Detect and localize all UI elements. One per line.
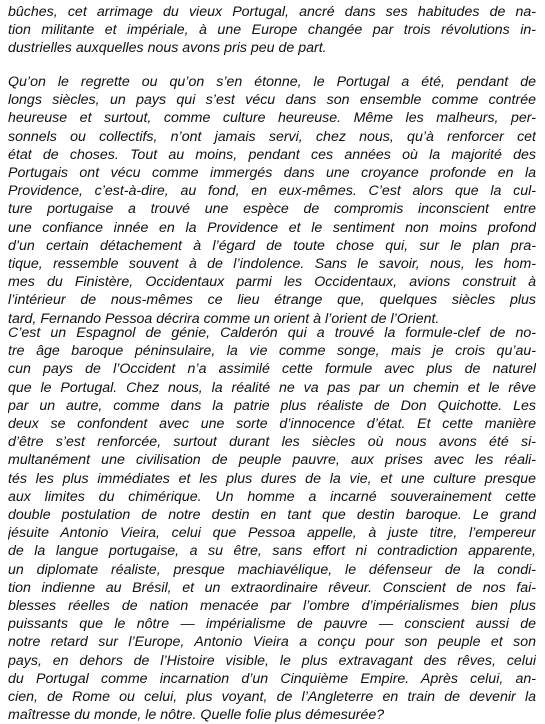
text-line: tion militante et impériale, à une Europe changée par trois révolutions in- — [8, 22, 536, 39]
text-line: pays, en dehors de l’Histoire visible, le plus extravagant des rêves, celui — [8, 652, 536, 669]
text-line: double postulation de notre destin en tant que destin baroque. Le grand — [8, 507, 536, 524]
text-line: d’être s’est renforcée, surtout durant les siècles où nous avons été si- — [8, 434, 536, 451]
text-line: deux se confondent avec une sorte d’innocence d’état. Et cette manière — [8, 416, 536, 433]
text-line: ture portugaise a trouvé une espèce de compromis inconscient entre — [8, 201, 536, 218]
text-line: cun pays de l’Occident n’a assimilé cette formule avec plus de naturel — [8, 361, 536, 378]
text-line: notre retard sur l’Europe, Antonio Vieira a conçu pour son peuple et son — [8, 634, 536, 651]
text-line: dustrielles auxquelles nous avons pris peu de part. — [8, 40, 327, 57]
paragraph-3 — [0, 324, 545, 724]
text-line: d’un certain détachement à l’égard de toute chose qui, sur le plan pra- — [8, 237, 536, 254]
text-line: heureuse et surtout, comme culture heureuse. Même les malheurs, per- — [8, 110, 536, 127]
text-line: de la langue portugaise, a su être, sans effort ni contradiction apparente, — [8, 543, 536, 560]
text-line: tre âge baroque péninsulaire, la vie comme songe, mais je crois qu’au- — [8, 343, 536, 360]
paragraph-1 — [0, 3, 545, 58]
text-line: cien, de Rome ou celui, plus voyant, de l’Angleterre en train de devenir la — [8, 689, 536, 706]
text-line: tés les plus immédiates et les plus dures de la vie, et une culture presque — [8, 470, 536, 487]
text-line: un diplomate réaliste, presque machiavélique, le défenseur de la condi- — [8, 561, 536, 578]
text-line: l’intérieur de nous-mêmes ce lieu étrange que, quelques siècles plus — [8, 292, 536, 309]
text-line: multanément une civilisation de peuple pauvre, aux prises avec les réali- — [8, 452, 536, 469]
text-line: par un autre, comme dans la patrie plus réaliste de Don Quichotte. Les — [8, 397, 536, 414]
text-line: tion indienne au Brésil, et un extraordinaire rêveur. Conscient de nos fai- — [8, 579, 536, 596]
text-line: aux limites du chimérique. Un homme a incarné souverainement cette — [8, 488, 536, 505]
text-line: tique, ressemble souvent à de l’indolence. Sans le savoir, nous, les hom- — [8, 256, 536, 273]
text-line: puissants que le nôtre — impérialisme de pauvre — conscient aussi de — [8, 616, 536, 633]
text-line: Providence, c’est-à-dire, au fond, en eux-mêmes. C’est alors que la cul- — [8, 183, 536, 200]
text-line: Portugais ont vécu comme immergés dans une croyance profonde en la — [8, 165, 536, 182]
text-line: état de choses. Tout au moins, pendant ces années où la majorité des — [8, 146, 536, 163]
text-line: jésuite Antonio Vieira, celui que Pessoa appelle, à juste titre, l’empereur — [8, 525, 536, 542]
text-line: C’est un Espagnol de génie, Calderón qui a trouvé la formule-clef de no- — [8, 325, 536, 341]
text-line: que le Portugal. Chez nous, la réalité ne va pas par un chemin et le rêve — [8, 379, 536, 396]
text-line: du Portugal comme incarnation d’un Cinquième Empire. Après celui, an- — [8, 670, 536, 687]
text-line: longs siècles, un pays qui s’est vécu dans son ensemble comme contrée — [8, 92, 536, 109]
text-line: blesses réelles de nation menacée par l’ombre d’impérialismes bien plus — [8, 598, 536, 615]
text-line: tard, Fernando Pessoa décrira comme un orient à l’orient de l’Orient. — [8, 310, 440, 327]
text-line: maîtresse du monde, le nôtre. Quelle folie plus démesurée? — [8, 707, 385, 724]
text-line: mes du Finistère, Occidentaux parmi les Occidentaux, avions construit à — [8, 274, 536, 291]
text-line: Qu’on le regrette ou qu’on s’en étonne, le Portugal a été, pendant de — [8, 74, 536, 90]
text-line: une confiance innée en la Providence et le sentiment non moins profond — [8, 219, 536, 236]
text-line: bûches, cet arrimage du vieux Portugal, ancré dans ses habitudes de na- — [8, 4, 536, 20]
paragraph-2 — [0, 73, 545, 328]
text-line: sonnels ou collectifs, n’ont jamais servi, chez nous, qu’à renforcer cet — [8, 128, 536, 145]
